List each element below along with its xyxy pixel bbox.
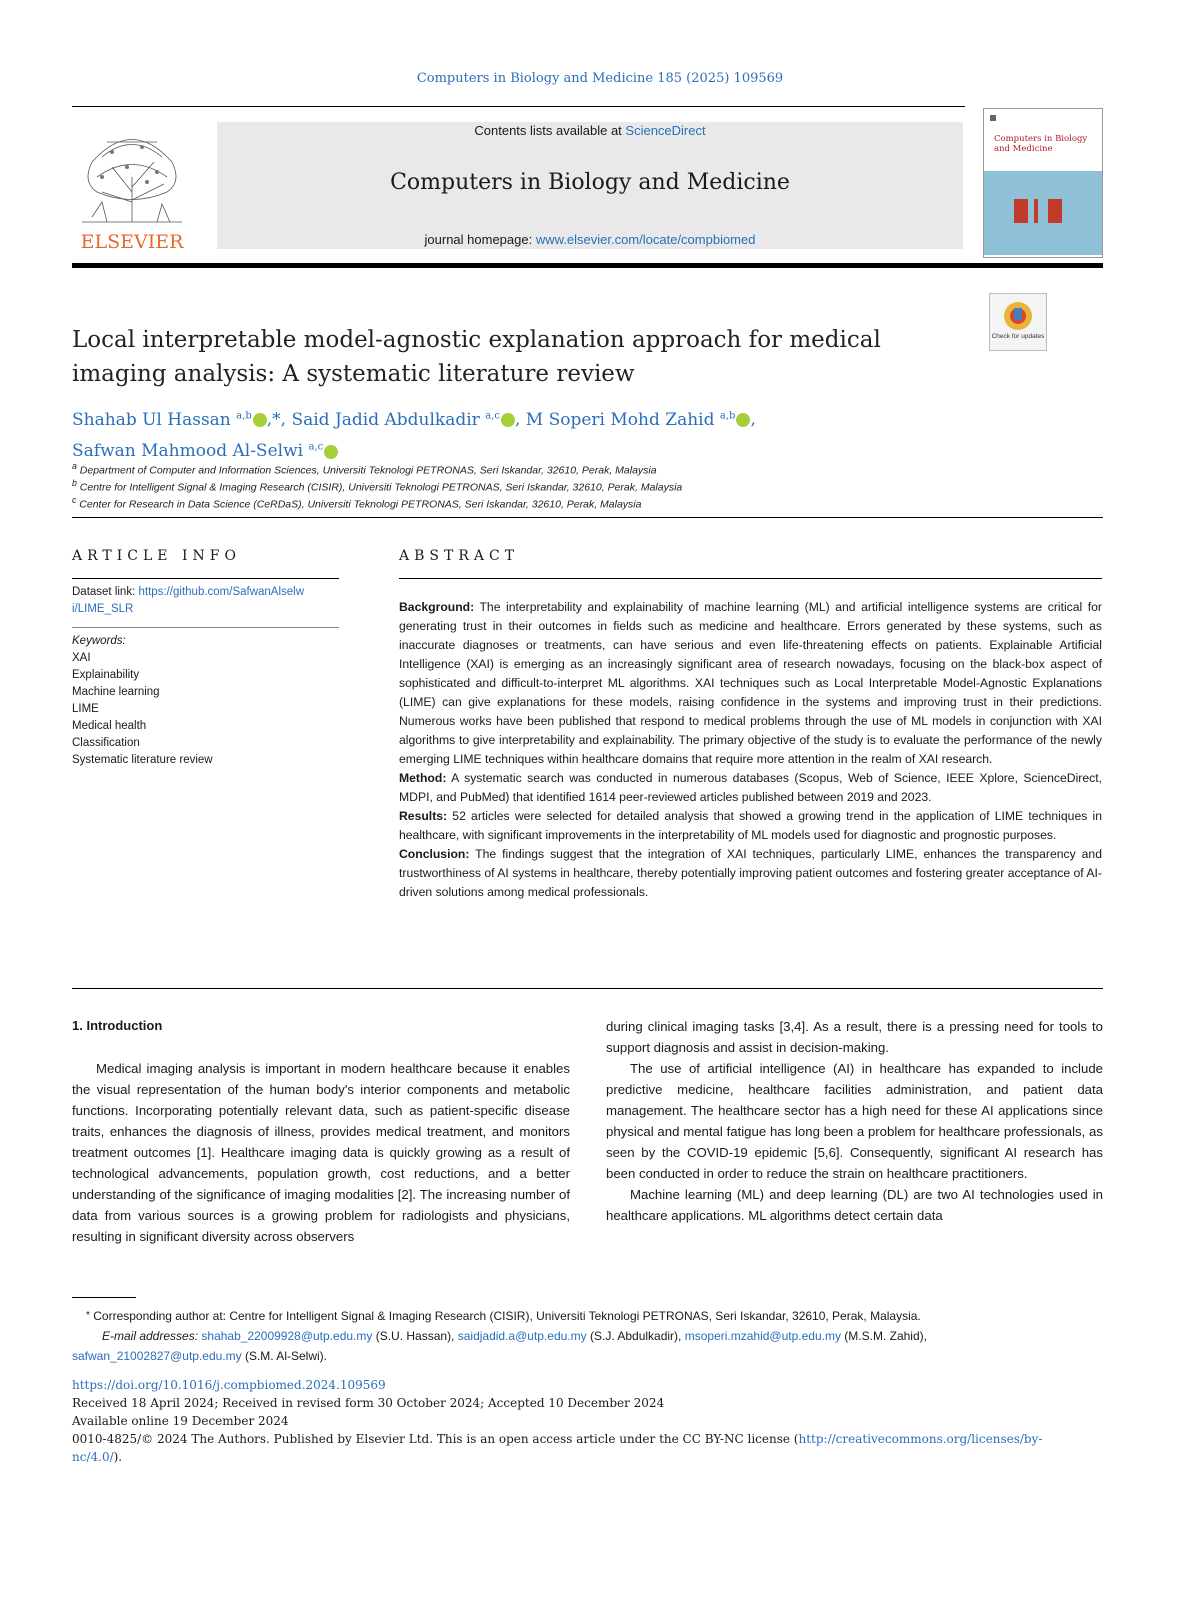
header-thick-rule [72, 263, 1103, 268]
homepage-link[interactable]: www.elsevier.com/locate/compbiomed [535, 232, 756, 247]
email-link[interactable]: shahab_22009928@utp.edu.my [201, 1329, 373, 1343]
contents-line [217, 123, 963, 138]
intro-paragraph: Medical imaging analysis is important in modern healthcare because it enables the visual representation of the human body's interior components and metabolic functions. Incorporating potentially relevant data, such as patient-specific disease traits, enhances the diagnosis of illness, provides medical treatment, and monitors treatment outcomes [1]. Healthcare imaging data is quickly growing as a result of technological advancements, population growth, cost reductions, and a better understanding of the significance of imaging modalities [2]. The increasing number of data from various sources is a growing problem for radiologists and physicians, resulting in significant diversity across observers [72, 1061, 570, 1244]
author-list: Shahab Ul Hassan $^{a,b}$ ,*, Said Jadid Abdulkadir $^{a,c}$ , M Soperi Mohd Zahid $^{a,b}$ , Safwan Mahmood Al-Selwi $^{a,c}$ [72, 409, 756, 462]
journal-title: Computers in Biology and Medicine [390, 170, 790, 195]
elsevier-tree-icon [72, 122, 192, 252]
footnote [72, 1306, 1103, 1366]
author-4[interactable]: Safwan Mahmood Al-Selwi $^{a,c}$ [72, 441, 324, 462]
affiliation-b: $^b$ Centre for Intelligent Signal & Imaging Research (CISIR), Universiti Teknologi PETRONAS, Seri Iskandar, 32610, Perak, Malaysia [72, 478, 683, 494]
orcid-icon[interactable] [736, 413, 750, 427]
abstract-rule [399, 578, 1102, 579]
keywords-block [72, 633, 342, 769]
keyword: XAI [72, 652, 91, 664]
available-online: Available online 19 December 2024 [72, 1414, 289, 1428]
contents-prefix: Contents lists available at [474, 123, 626, 138]
keywords-rule [72, 627, 339, 628]
corresponding-author-note: * Corresponding author at: Centre for Intelligent Signal & Imaging Research (CISIR), Universiti Teknologi PETRONAS, Seri Iskandar, 32610, Perak, Malaysia. [86, 1309, 921, 1323]
cover-title: Computers in Biology and Medicine [994, 134, 1088, 154]
abstract-heading: ABSTRACT [399, 548, 520, 564]
cover-logo-mark [990, 115, 996, 121]
author-2[interactable]: Said Jadid Abdulkadir $^{a,c}$ [291, 409, 500, 430]
elsevier-wordmark: ELSEVIER [80, 231, 184, 252]
affiliation-a: $^a$ Department of Computer and Information Sciences, Universiti Teknologi PETRONAS, Seri Iskandar, 32610, Perak, Malaysia [72, 461, 657, 477]
abstract-results: Results: 52 articles were selected for detailed analysis that showed a growing trend in the application of LIME techniques in healthcare, with significant improvements in the interpretability of ML models used for diagnostic and prognostic purposes. [399, 809, 1102, 842]
keyword: Medical health [72, 720, 147, 732]
abstract-body [399, 598, 1102, 902]
top-rule [72, 106, 965, 107]
dataset-link-block: Dataset link: https://github.com/SafwanAlselw i/LIME_SLR [72, 586, 305, 615]
intro-left-column [72, 1058, 570, 1247]
abstract-method: Method: A systematic search was conducted in numerous databases (Scopus, Web of Science, IEEE Xplore, ScienceDirect, MDPI, and PubMed) that identified 1614 peer-reviewed articles published between 2019 and 2023. [399, 771, 1102, 804]
sciencedirect-link[interactable]: ScienceDirect [625, 123, 706, 138]
section-heading-introduction: 1. Introduction [72, 1018, 163, 1033]
cover-image [984, 171, 1102, 255]
article-info-rule [72, 578, 339, 579]
keyword: Classification [72, 737, 140, 749]
keyword: Systematic literature review [72, 754, 213, 766]
article-title: Local interpretable model-agnostic explanation approach for medical imaging analysis: A systematic literature review [72, 327, 881, 387]
publication-details: https://doi.org/10.1016/j.compbiomed.2024.109569 Received 18 April 2024; Received in revised form 30 October 2024; Accepted 10 December 2024 Available online 19 December 2024 0010-4825/© 2024 The Authors. Published by Elsevier Ltd. This is an open access article under the CC BY-NC license (http://creativecommons.org/licenses/by- nc/4.0/). [72, 1376, 1103, 1466]
crossmark-label: Check for updates [991, 333, 1045, 340]
affiliation-rule [72, 517, 1103, 518]
keyword: LIME [72, 703, 99, 715]
orcid-icon[interactable] [324, 445, 338, 459]
keywords-label: Keywords: [72, 635, 126, 647]
homepage-line [217, 232, 963, 247]
keyword: Machine learning [72, 686, 160, 698]
intro-paragraph: during clinical imaging tasks [3,4]. As a result, there is a pressing need for tools to support diagnosis and assist in decision-making. [606, 1019, 1103, 1055]
email-link[interactable]: safwan_21002827@utp.edu.my [72, 1349, 242, 1363]
author-3[interactable]: M Soperi Mohd Zahid $^{a,b}$ [525, 409, 736, 430]
email-addresses: E-mail addresses: shahab_22009928@utp.edu.my (S.U. Hassan), saidjadid.a@utp.edu.my (S.J. Abdulkadir), msoperi.mzahid@utp.edu.my (M.S.M. Zahid), [102, 1329, 927, 1343]
email-link[interactable]: saidjadid.a@utp.edu.my [457, 1329, 587, 1343]
email-link[interactable]: msoperi.mzahid@utp.edu.my [684, 1329, 841, 1343]
abstract-bottom-rule [72, 988, 1103, 989]
author-1[interactable]: Shahab Ul Hassan $^{a,b}$ [72, 409, 252, 430]
footnote-rule [72, 1297, 136, 1298]
license-link-cont[interactable]: nc/4.0/ [72, 1450, 114, 1464]
license-text: 0010-4825/© 2024 The Authors. Published by Elsevier Ltd. This is an open access article under the CC BY-NC license (http://creativecommons.org/licenses/by- [72, 1432, 1043, 1446]
abstract-background: Background: The interpretability and explainability of machine learning (ML) and artificial intelligence systems are critical for generating trust in their outcomes in fields such as medicine and healthcare. Errors generated by these systems, such as inaccurate diagnoses or treatments, can have serious and even life-threatening effects on patients. Explainable Artificial Intelligence (XAI) is emerging as an increasingly significant area of research nowadays, focusing on the black-box aspect of sophisticated and difficult-to-interpret ML algorithms. XAI techniques such as Local Interpretable Model-Agnostic Explanations (LIME) can give explanations for these models, raising confidence in the systems and improving trust in their predictions. Numerous works have been published that respond to medical problems through the use of ML models in conjunction with XAI algorithms to give interpretability and explainability. The primary objective of the study is to evaluate the performance of the newly emerging LIME techniques within healthcare domains that require more attention in the realm of XAI research. [399, 600, 1102, 766]
intro-right-column [606, 1016, 1103, 1226]
journal-cover-thumbnail [983, 108, 1103, 258]
affiliation-c: $^c$ Center for Research in Data Science (CeRDaS), Universiti Teknologi PETRONAS, Seri Iskandar, 32610, Perak, Malaysia [72, 495, 642, 511]
keyword: Explainability [72, 669, 140, 681]
license-link[interactable]: http://creativecommons.org/licenses/by- [798, 1432, 1043, 1446]
intro-paragraph: Machine learning (ML) and deep learning (DL) are two AI technologies used in healthcare applications. ML algorithms detect certain data [606, 1187, 1103, 1223]
dataset-link-cont[interactable]: i/LIME_SLR [72, 603, 134, 615]
received-dates: Received 18 April 2024; Received in revised form 30 October 2024; Accepted 10 December 2024 [72, 1396, 665, 1410]
check-for-updates-badge[interactable] [989, 293, 1047, 351]
orcid-icon[interactable] [501, 413, 515, 427]
email-addresses-cont: safwan_21002827@utp.edu.my (S.M. Al-Selwi). [72, 1349, 327, 1363]
homepage-prefix: journal homepage: [424, 232, 536, 247]
doi-link[interactable]: https://doi.org/10.1016/j.compbiomed.2024.109569 [72, 1378, 386, 1392]
intro-paragraph: The use of artificial intelligence (AI) in healthcare has expanded to include predictive medicine, healthcare facilities administration, and patient data management. The healthcare sector has a high need for these AI applications since physical and mental fatigue has long been a problem for healthcare professionals, as seen by the COVID-19 epidemic [5,6]. Consequently, significant AI research has been conducted in order to reduce the strain on healthcare practitioners. [606, 1061, 1103, 1181]
article-info-heading: ARTICLE INFO [72, 548, 241, 564]
dataset-link[interactable]: https://github.com/SafwanAlselw [138, 586, 305, 598]
crossmark-icon [990, 294, 1046, 350]
abstract-conclusion: Conclusion: The findings suggest that the integration of XAI techniques, particularly LIME, enhances the transparency and trustworthiness of AI systems in healthcare, thereby potentially improving patient outcomes and fostering greater acceptance of AI-driven solutions among medical professionals. [399, 847, 1102, 899]
journal-reference[interactable]: Computers in Biology and Medicine 185 (2025) 109569 [416, 71, 784, 86]
elsevier-logo [72, 122, 192, 252]
orcid-icon[interactable] [253, 413, 267, 427]
